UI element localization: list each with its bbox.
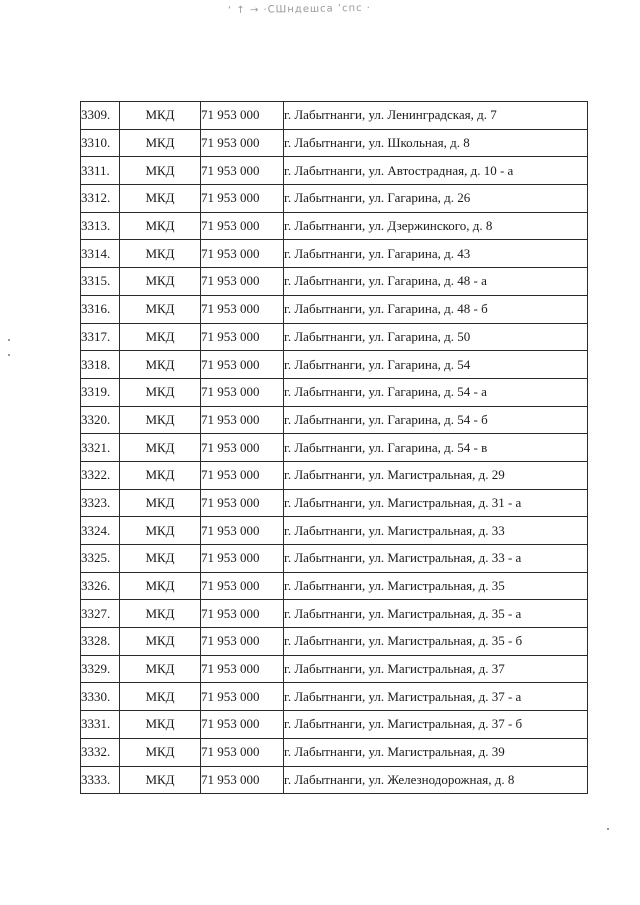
table-row xyxy=(81,240,588,268)
oktmo-code: 71 953 000 xyxy=(201,212,284,240)
oktmo-code: 71 953 000 xyxy=(201,378,284,406)
address: г. Лабытнанги, ул. Гагарина, д. 48 - а xyxy=(284,268,588,296)
table-row xyxy=(81,351,588,379)
table-row xyxy=(81,102,588,130)
object-type: МКД xyxy=(120,157,201,185)
oktmo-code: 71 953 000 xyxy=(201,323,284,351)
address: г. Лабытнанги, ул. Школьная, д. 8 xyxy=(284,129,588,157)
row-number: 3314. xyxy=(81,240,120,268)
margin-mark xyxy=(607,828,609,830)
object-type: МКД xyxy=(120,434,201,462)
row-number: 3332. xyxy=(81,738,120,766)
oktmo-code: 71 953 000 xyxy=(201,572,284,600)
address: г. Лабытнанги, ул. Гагарина, д. 54 xyxy=(284,351,588,379)
table-row xyxy=(81,711,588,739)
object-type: МКД xyxy=(120,268,201,296)
object-type: МКД xyxy=(120,489,201,517)
table-row xyxy=(81,766,588,794)
oktmo-code: 71 953 000 xyxy=(201,157,284,185)
object-type: МКД xyxy=(120,517,201,545)
row-number: 3322. xyxy=(81,461,120,489)
address: г. Лабытнанги, ул. Гагарина, д. 48 - б xyxy=(284,295,588,323)
table-row xyxy=(81,212,588,240)
row-number: 3312. xyxy=(81,185,120,213)
table-row xyxy=(81,406,588,434)
table-row xyxy=(81,545,588,573)
oktmo-code: 71 953 000 xyxy=(201,600,284,628)
object-type: МКД xyxy=(120,600,201,628)
row-number: 3319. xyxy=(81,378,120,406)
oktmo-code: 71 953 000 xyxy=(201,102,284,130)
address: г. Лабытнанги, ул. Магистральная, д. 31 - а xyxy=(284,489,588,517)
address: г. Лабытнанги, ул. Магистральная, д. 35 - б xyxy=(284,628,588,656)
row-number: 3325. xyxy=(81,545,120,573)
object-type: МКД xyxy=(120,129,201,157)
object-type: МКД xyxy=(120,212,201,240)
table-row xyxy=(81,323,588,351)
address: г. Лабытнанги, ул. Гагарина, д. 43 xyxy=(284,240,588,268)
row-number: 3328. xyxy=(81,628,120,656)
margin-mark xyxy=(8,339,10,341)
address: г. Лабытнанги, ул. Магистральная, д. 35 - а xyxy=(284,600,588,628)
address: г. Лабытнанги, ул. Гагарина, д. 50 xyxy=(284,323,588,351)
table-row xyxy=(81,655,588,683)
oktmo-code: 71 953 000 xyxy=(201,185,284,213)
address: г. Лабытнанги, ул. Магистральная, д. 37 - б xyxy=(284,711,588,739)
oktmo-code: 71 953 000 xyxy=(201,655,284,683)
oktmo-code: 71 953 000 xyxy=(201,683,284,711)
address: г. Лабытнанги, ул. Железнодорожная, д. 8 xyxy=(284,766,588,794)
oktmo-code: 71 953 000 xyxy=(201,351,284,379)
oktmo-code: 71 953 000 xyxy=(201,268,284,296)
object-type: МКД xyxy=(120,351,201,379)
table-row xyxy=(81,434,588,462)
address: г. Лабытнанги, ул. Гагарина, д. 54 - в xyxy=(284,434,588,462)
table-row xyxy=(81,378,588,406)
address: г. Лабытнанги, ул. Гагарина, д. 26 xyxy=(284,185,588,213)
header-scribble: ‘ ↑ → ·СШндешса ’спс · xyxy=(227,2,372,17)
address: г. Лабытнанги, ул. Гагарина, д. 54 - а xyxy=(284,378,588,406)
oktmo-code: 71 953 000 xyxy=(201,129,284,157)
row-number: 3315. xyxy=(81,268,120,296)
oktmo-code: 71 953 000 xyxy=(201,461,284,489)
object-type: МКД xyxy=(120,461,201,489)
row-number: 3333. xyxy=(81,766,120,794)
address: г. Лабытнанги, ул. Магистральная, д. 37 xyxy=(284,655,588,683)
object-type: МКД xyxy=(120,378,201,406)
object-type: МКД xyxy=(120,406,201,434)
row-number: 3329. xyxy=(81,655,120,683)
object-type: МКД xyxy=(120,545,201,573)
margin-mark xyxy=(8,354,10,356)
table-row xyxy=(81,129,588,157)
oktmo-code: 71 953 000 xyxy=(201,517,284,545)
address: г. Лабытнанги, ул. Магистральная, д. 39 xyxy=(284,738,588,766)
row-number: 3310. xyxy=(81,129,120,157)
table-row xyxy=(81,268,588,296)
address: г. Лабытнанги, ул. Гагарина, д. 54 - б xyxy=(284,406,588,434)
object-type: МКД xyxy=(120,683,201,711)
oktmo-code: 71 953 000 xyxy=(201,766,284,794)
row-number: 3313. xyxy=(81,212,120,240)
row-number: 3321. xyxy=(81,434,120,462)
row-number: 3330. xyxy=(81,683,120,711)
object-type: МКД xyxy=(120,766,201,794)
address: г. Лабытнанги, ул. Ленинградская, д. 7 xyxy=(284,102,588,130)
address: г. Лабытнанги, ул. Магистральная, д. 37 - а xyxy=(284,683,588,711)
oktmo-code: 71 953 000 xyxy=(201,434,284,462)
object-type: МКД xyxy=(120,572,201,600)
row-number: 3311. xyxy=(81,157,120,185)
row-number: 3317. xyxy=(81,323,120,351)
object-type: МКД xyxy=(120,655,201,683)
row-number: 3316. xyxy=(81,295,120,323)
registry-table xyxy=(80,101,588,794)
oktmo-code: 71 953 000 xyxy=(201,711,284,739)
object-type: МКД xyxy=(120,323,201,351)
row-number: 3331. xyxy=(81,711,120,739)
object-type: МКД xyxy=(120,240,201,268)
object-type: МКД xyxy=(120,628,201,656)
oktmo-code: 71 953 000 xyxy=(201,489,284,517)
object-type: МКД xyxy=(120,295,201,323)
table-row xyxy=(81,489,588,517)
oktmo-code: 71 953 000 xyxy=(201,406,284,434)
table-row xyxy=(81,461,588,489)
oktmo-code: 71 953 000 xyxy=(201,545,284,573)
table-row xyxy=(81,295,588,323)
row-number: 3309. xyxy=(81,102,120,130)
address: г. Лабытнанги, ул. Магистральная, д. 33 xyxy=(284,517,588,545)
table-row xyxy=(81,628,588,656)
table-row xyxy=(81,683,588,711)
address: г. Лабытнанги, ул. Автострадная, д. 10 - а xyxy=(284,157,588,185)
table-row xyxy=(81,738,588,766)
table-row xyxy=(81,157,588,185)
address: г. Лабытнанги, ул. Магистральная, д. 33 - а xyxy=(284,545,588,573)
row-number: 3318. xyxy=(81,351,120,379)
object-type: МКД xyxy=(120,185,201,213)
row-number: 3320. xyxy=(81,406,120,434)
oktmo-code: 71 953 000 xyxy=(201,738,284,766)
row-number: 3327. xyxy=(81,600,120,628)
table-row xyxy=(81,517,588,545)
address: г. Лабытнанги, ул. Дзержинского, д. 8 xyxy=(284,212,588,240)
oktmo-code: 71 953 000 xyxy=(201,295,284,323)
registry-table-body xyxy=(81,102,588,794)
oktmo-code: 71 953 000 xyxy=(201,240,284,268)
object-type: МКД xyxy=(120,711,201,739)
object-type: МКД xyxy=(120,102,201,130)
row-number: 3326. xyxy=(81,572,120,600)
table-row xyxy=(81,185,588,213)
object-type: МКД xyxy=(120,738,201,766)
table-row xyxy=(81,572,588,600)
row-number: 3323. xyxy=(81,489,120,517)
address: г. Лабытнанги, ул. Магистральная, д. 35 xyxy=(284,572,588,600)
table-row xyxy=(81,600,588,628)
oktmo-code: 71 953 000 xyxy=(201,628,284,656)
address: г. Лабытнанги, ул. Магистральная, д. 29 xyxy=(284,461,588,489)
row-number: 3324. xyxy=(81,517,120,545)
